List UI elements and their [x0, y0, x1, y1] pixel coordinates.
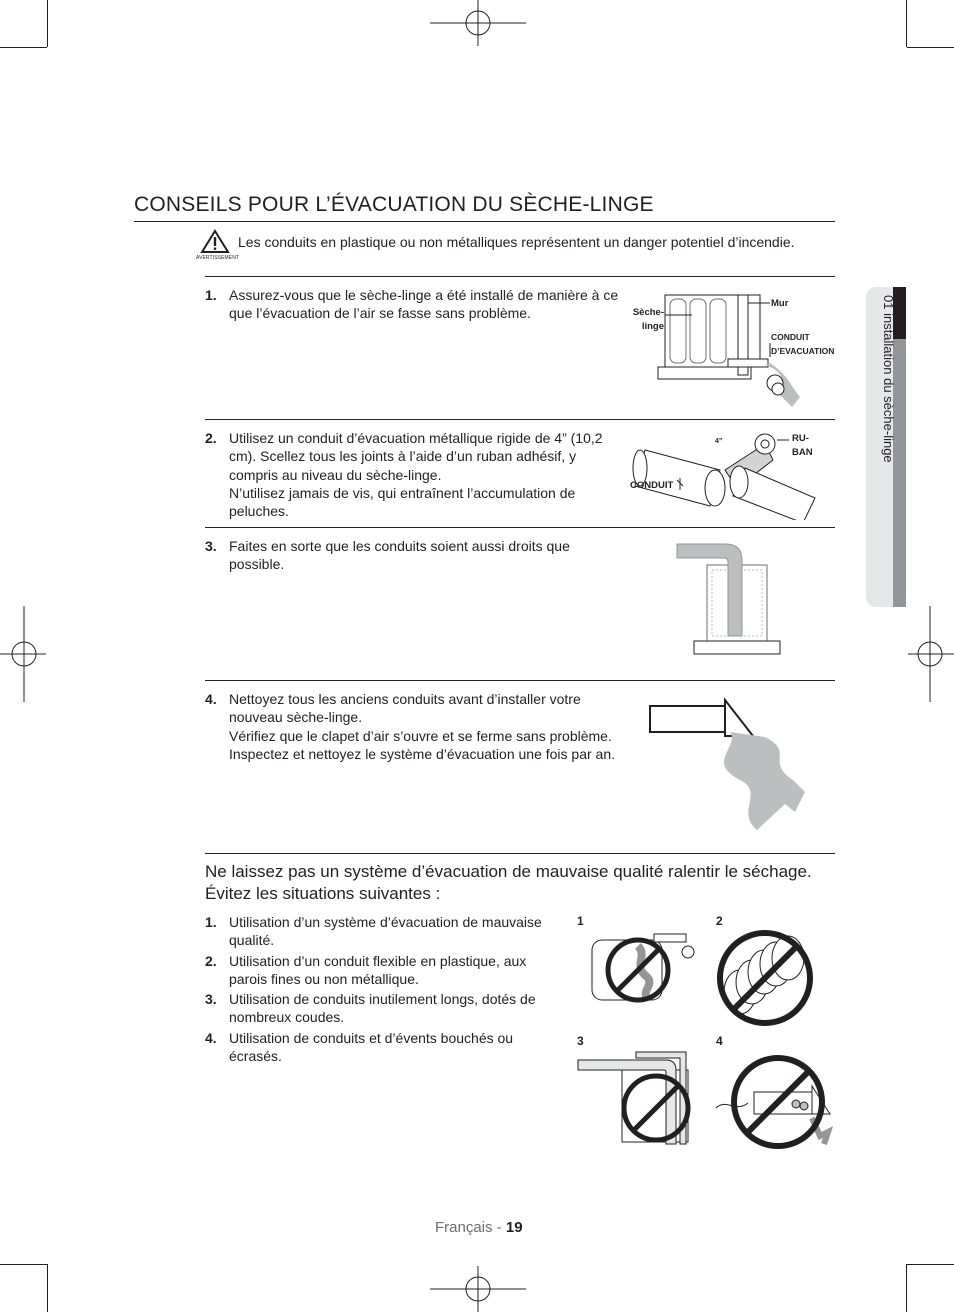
figure-number: 4 [716, 1034, 723, 1048]
page-number: 19 [505, 1219, 523, 1236]
footer-language: Français - [435, 1219, 506, 1236]
list-text: Utilisation de conduits inutilement longs, dotés de nombreux coudes. [229, 991, 536, 1026]
divider [205, 276, 835, 277]
step-text: Nettoyez tous les anciens conduits avant d’installer votre nouveau sèche-linge. Vérifiez que le clapet d’air s’ouvre et se ferme sans problème. Inspectez et nettoyez le système d’évacuation une fois par an. [229, 691, 616, 762]
page-title: CONSEILS POUR L’ÉVACUATION DU SÈCHE-LINGE [134, 193, 654, 216]
registration-mark-top [430, 0, 526, 48]
registration-mark-bottom [430, 1264, 526, 1312]
divider [205, 419, 835, 420]
crop-mark [906, 1264, 907, 1312]
list-number: 1. [205, 914, 217, 930]
crop-mark [47, 0, 48, 47]
crop-mark [906, 0, 907, 47]
figure-number: 2 [716, 914, 723, 928]
step-number: 4. [205, 691, 217, 707]
vent-flap-illustration [645, 692, 815, 837]
step-text: Faites en sorte que les conduits soient aussi droits que possible. [229, 538, 570, 573]
crop-mark [907, 1264, 954, 1265]
section-subheading: Ne laissez pas un système d’évacuation de mauvaise qualité ralentir le séchage. Évitez les situations suivantes : [205, 862, 812, 903]
straight-duct-illustration [670, 540, 790, 660]
step-number: 1. [205, 287, 217, 303]
duct-evacuation-label: CONDUIT D’EVACUATION [771, 332, 835, 356]
divider [205, 680, 835, 681]
title-underline [134, 221, 835, 222]
step-number: 2. [205, 430, 217, 446]
registration-mark-left [0, 606, 48, 702]
dryer-label-text: Sèche- linge [632, 307, 664, 332]
crop-mark [907, 47, 954, 48]
list-text: Utilisation d’un conduit flexible en plastique, aux parois fines ou non métallique. [229, 953, 527, 988]
figure-number: 3 [577, 1034, 584, 1048]
crop-mark [0, 1264, 47, 1265]
crop-mark [0, 47, 47, 48]
list-number: 4. [205, 1030, 217, 1046]
list-text: Utilisation d’un système d’évacuation de mauvaise qualité. [229, 914, 542, 949]
bad-long-duct-illustration [576, 1048, 696, 1148]
bad-blocked-vent-illustration [712, 1048, 836, 1152]
chapter-tab-label: 01 installation du sèche-linge [881, 295, 896, 463]
page-footer [435, 1219, 523, 1236]
conduit-label: CONDUIT [630, 480, 674, 491]
warning-triangle-icon [200, 229, 230, 254]
bad-exhaust-illustration [578, 926, 698, 1006]
list-text: Utilisation de conduits et d’évents bouchés ou écrasés. [229, 1030, 514, 1065]
step-text: Utilisez un conduit d’évacuation métallique rigide de 4” (10,2 cm). Scellez tous les joints à l’aide d’un ruban adhésif, y compris au niveau du sèche-linge. N’utilisez jamais de vis, qui entraînent l’accumulation de peluches. [229, 430, 603, 520]
divider [205, 853, 835, 854]
warning-text: Les conduits en plastique ou non métalliques représentent un danger potentiel d’incendie. [238, 234, 795, 250]
warning-label: AVERTISSEMENT [196, 255, 240, 261]
list-number: 3. [205, 991, 217, 1007]
step-number: 3. [205, 538, 217, 554]
size-label: 4” [715, 438, 723, 445]
step-text: Assurez-vous que le sèche-linge a été installé de manière à ce que l’évacuation de l’air se fasse sans problème. [229, 287, 619, 322]
bad-flexible-duct-illustration [712, 926, 822, 1031]
list-number: 2. [205, 953, 217, 969]
wall-label: Mur [771, 298, 789, 309]
figure-number: 1 [577, 914, 584, 928]
crop-mark [47, 1264, 48, 1312]
divider [205, 527, 835, 528]
tape-label: RU- BAN [792, 433, 813, 458]
registration-mark-right [906, 606, 954, 702]
